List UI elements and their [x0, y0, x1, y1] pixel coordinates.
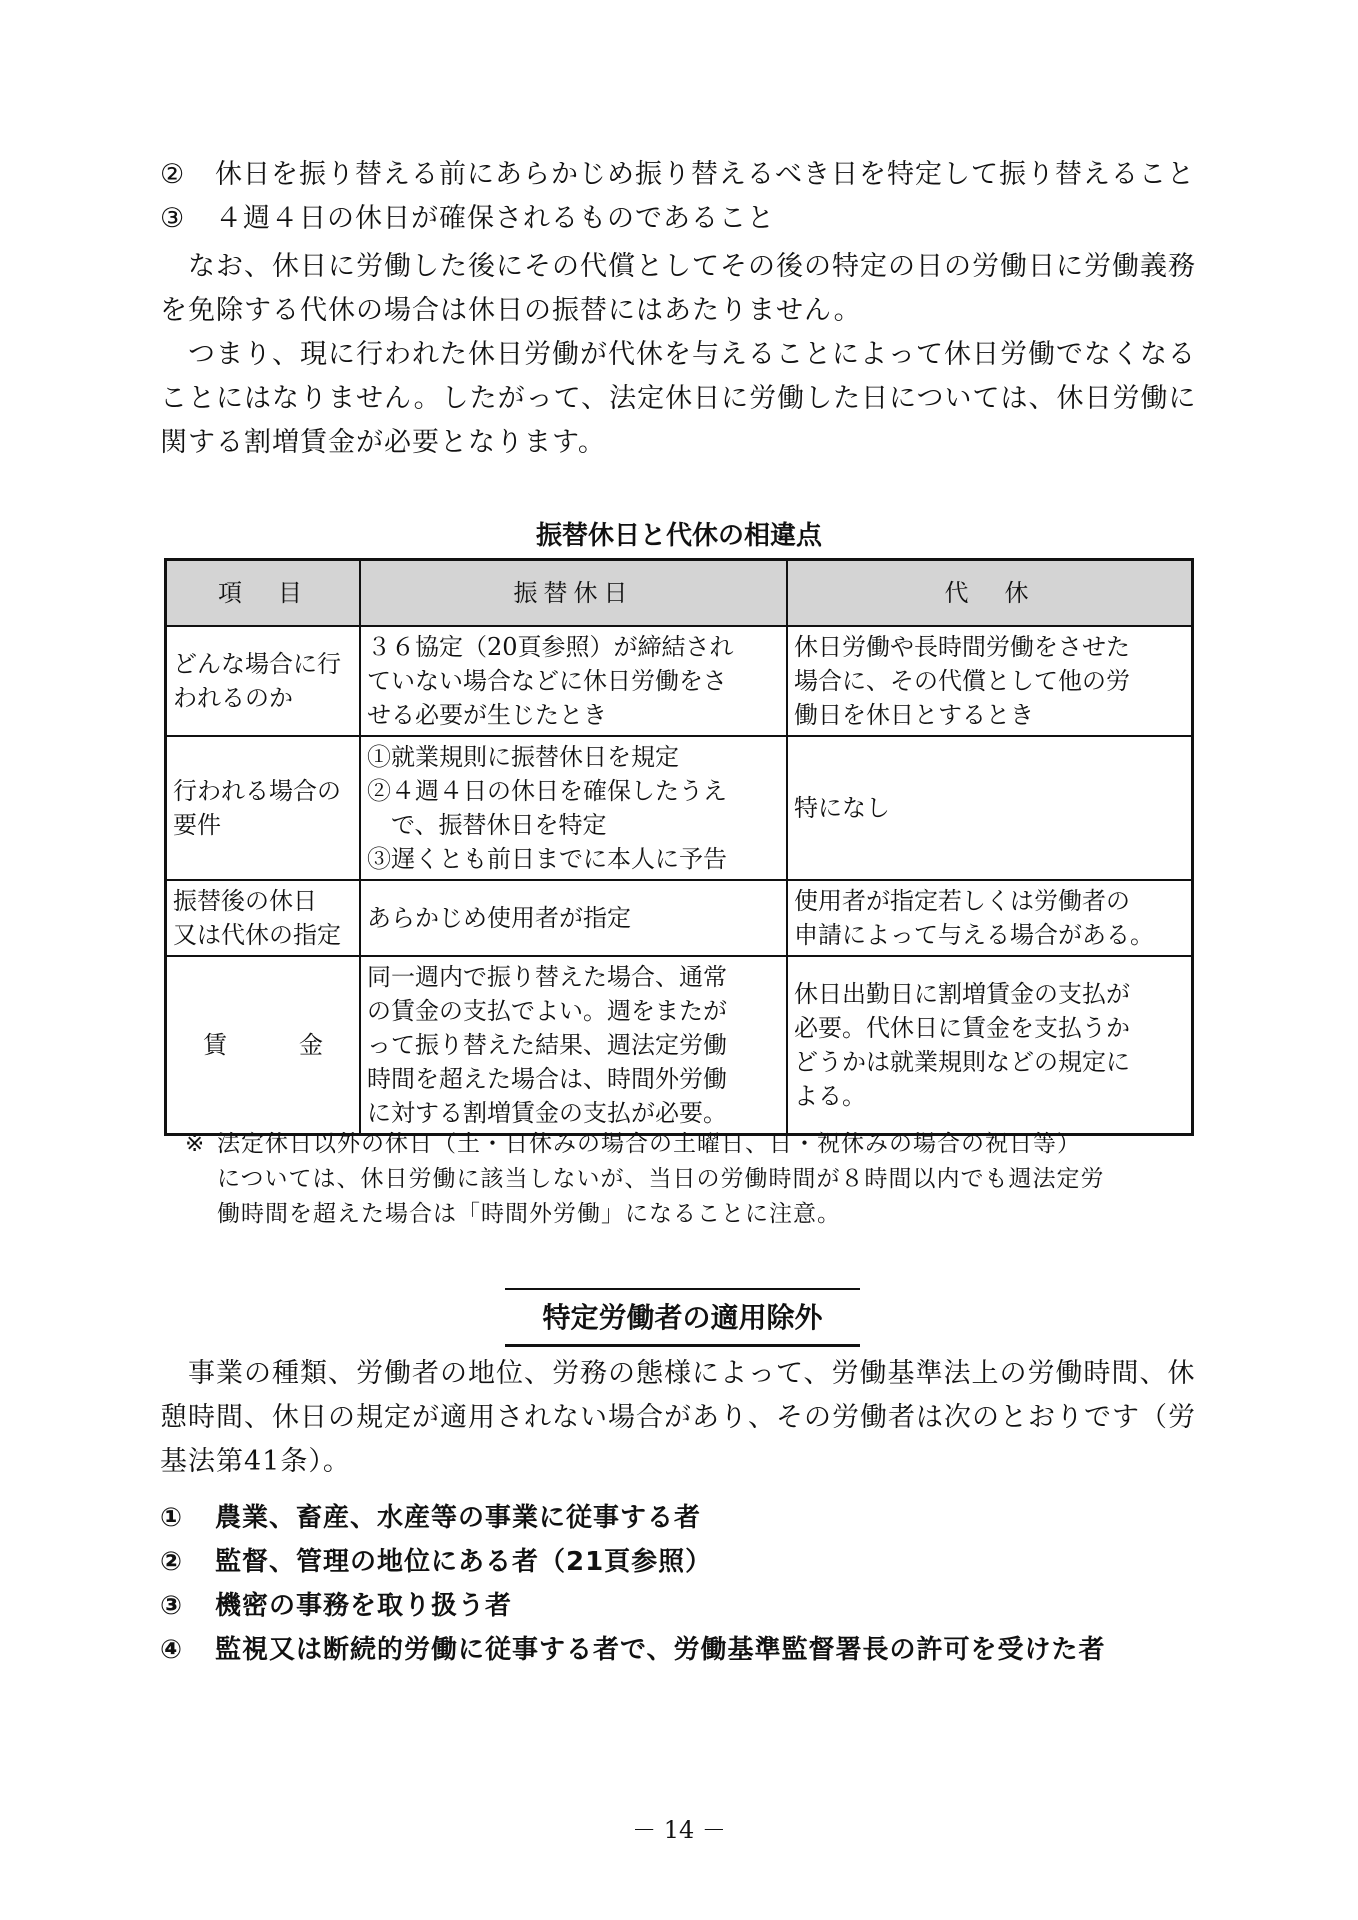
table-row: [166, 880, 1193, 956]
paragraph-holiday-work: [160, 333, 1210, 465]
row-label: [166, 736, 361, 880]
table-row: [166, 626, 1193, 736]
note-line: 法定休日以外の休日（土・日休みの場合の土曜日、日・祝休みの場合の祝日等）: [217, 1131, 1081, 1157]
section-paragraph: [160, 1352, 1210, 1484]
item-mark: ③: [160, 203, 186, 234]
paragraph-line: 憩時間、休日の規定が適用されない場合があり、その労働者は次のとおりです（労: [160, 1402, 1196, 1433]
table-title: 振替休日と代休の相違点: [535, 521, 822, 551]
cell-furikae: [360, 880, 787, 956]
cell-line: ③遅くとも前日までに本人に予告: [367, 845, 727, 873]
row-label: [166, 880, 361, 956]
cell-line: 休日労働や長時間労働をさせた: [794, 633, 1130, 661]
cell-line: われるのか: [173, 684, 293, 712]
cell-daikyu: [787, 626, 1193, 736]
cell-furikae: [360, 736, 787, 880]
table-footnote: [185, 1127, 1205, 1232]
cell-line: どうかは就業規則などの規定に: [794, 1048, 1130, 1076]
cell-line: で、振替休日を特定: [367, 811, 607, 839]
paragraph-line: ことにはなりません。したがって、法定休日に労働した日については、休日労働に: [160, 383, 1197, 414]
cell-furikae: [360, 626, 787, 736]
intro-item-2: [160, 158, 1195, 192]
table-row: [166, 736, 1193, 880]
item-mark: ②: [160, 159, 186, 190]
cell-line: の賃金の支払でよい。週をまたが: [367, 997, 727, 1025]
note-line: については、休日労働に該当しないが、当日の労働時間が８時間以内でも週法定労: [217, 1166, 1105, 1192]
item-mark: ①: [160, 1503, 184, 1533]
cell-line: 働日を休日とするとき: [794, 701, 1034, 729]
exemption-item-4: [160, 1629, 1105, 1666]
item-text: 監視又は断続的労働に従事する者で、労働基準監督署長の許可を受けた者: [215, 1635, 1106, 1665]
cell-line: ３６協定（20頁参照）が締結され: [367, 633, 734, 661]
paragraph-line: 関する割増賃金が必要となります。: [160, 427, 606, 458]
cell-daikyu: [787, 956, 1193, 1135]
comparison-table: [164, 558, 1194, 1136]
cell-line: 時間を超えた場合は、時間外労働: [367, 1065, 727, 1093]
cell-line: よる。: [794, 1082, 866, 1110]
cell-line: 場合に、その代償として他の労: [794, 667, 1130, 695]
cell-line: 休日出勤日に割増賃金の支払が: [794, 980, 1130, 1008]
cell-line: どんな場合に行: [173, 650, 341, 678]
header-daikyu: 代 休: [787, 560, 1193, 627]
item-text: 監督、管理の地位にある者（21頁参照）: [215, 1547, 713, 1577]
cell-line: 申請によって与える場合がある。: [794, 921, 1154, 949]
header-item: 項 目: [166, 560, 361, 627]
paragraph-line: なお、休日に労働した後にその代償としてその後の特定の日の労働日に労働義務: [160, 251, 1196, 282]
note-line: 働時間を超えた場合は「時間外労働」になることに注意。: [217, 1201, 841, 1227]
paragraph-line: 基法第41条）。: [160, 1446, 351, 1477]
item-text: 農業、畜産、水産等の事業に従事する者: [215, 1503, 702, 1533]
cell-line: ②４週４日の休日を確保したうえ: [367, 777, 727, 805]
note-mark: ※: [185, 1131, 206, 1157]
cell-daikyu: [787, 880, 1193, 956]
item-mark: ②: [160, 1547, 184, 1577]
exemption-item-3: [160, 1585, 512, 1622]
cell-line: 使用者が指定若しくは労働者の: [794, 887, 1130, 915]
cell-line: ①就業規則に振替休日を規定: [367, 743, 679, 771]
table-header-row: [166, 560, 1193, 627]
row-label: [166, 956, 361, 1135]
cell-line: ていない場合などに休日労働をさ: [367, 667, 727, 695]
page-number: － 14 －: [632, 1816, 726, 1844]
cell-line: って振り替えた結果、週法定労働: [367, 1031, 727, 1059]
paragraph-daikyu-note: [160, 245, 1210, 333]
item-mark: ④: [160, 1635, 184, 1665]
cell-line: 行われる場合の: [173, 777, 341, 805]
cell-line: 振替後の休日: [173, 887, 317, 915]
item-text: ４週４日の休日が確保されるものであること: [215, 203, 775, 234]
cell-line: 賃 金: [203, 1031, 323, 1059]
item-text: 機密の事務を取り扱う者: [215, 1591, 513, 1621]
item-mark: ③: [160, 1591, 184, 1621]
paragraph-line: 事業の種類、労働者の地位、労務の態様によって、労働基準法上の労働時間、休: [160, 1358, 1196, 1389]
item-text: 休日を振り替える前にあらかじめ振り替えるべき日を特定して振り替えること: [215, 159, 1195, 190]
cell-line: せる必要が生じたとき: [367, 701, 607, 729]
exemption-item-2: [160, 1541, 712, 1578]
cell-line: 同一週内で振り替えた場合、通常: [367, 963, 727, 991]
exemption-item-1: [160, 1497, 701, 1534]
cell-line: に対する割増賃金の支払が必要。: [367, 1099, 727, 1127]
paragraph-line: を免除する代休の場合は休日の振替にはあたりません。: [160, 295, 862, 326]
cell-line: 又は代休の指定: [173, 921, 341, 949]
row-label: [166, 626, 361, 736]
paragraph-line: つまり、現に行われた休日労働が代休を与えることによって休日労働でなくなる: [160, 339, 1196, 370]
intro-item-3: [160, 202, 775, 236]
header-furikae: 振替休日: [360, 560, 787, 627]
cell-line: 要件: [173, 811, 221, 839]
cell-line: 特になし: [794, 794, 890, 822]
table-row: [166, 956, 1193, 1135]
cell-furikae: [360, 956, 787, 1135]
cell-daikyu: [787, 736, 1193, 880]
section-heading: 特定労働者の適用除外: [505, 1288, 860, 1347]
cell-line: あらかじめ使用者が指定: [367, 904, 631, 932]
cell-line: 必要。代休日に賃金を支払うか: [794, 1014, 1130, 1042]
